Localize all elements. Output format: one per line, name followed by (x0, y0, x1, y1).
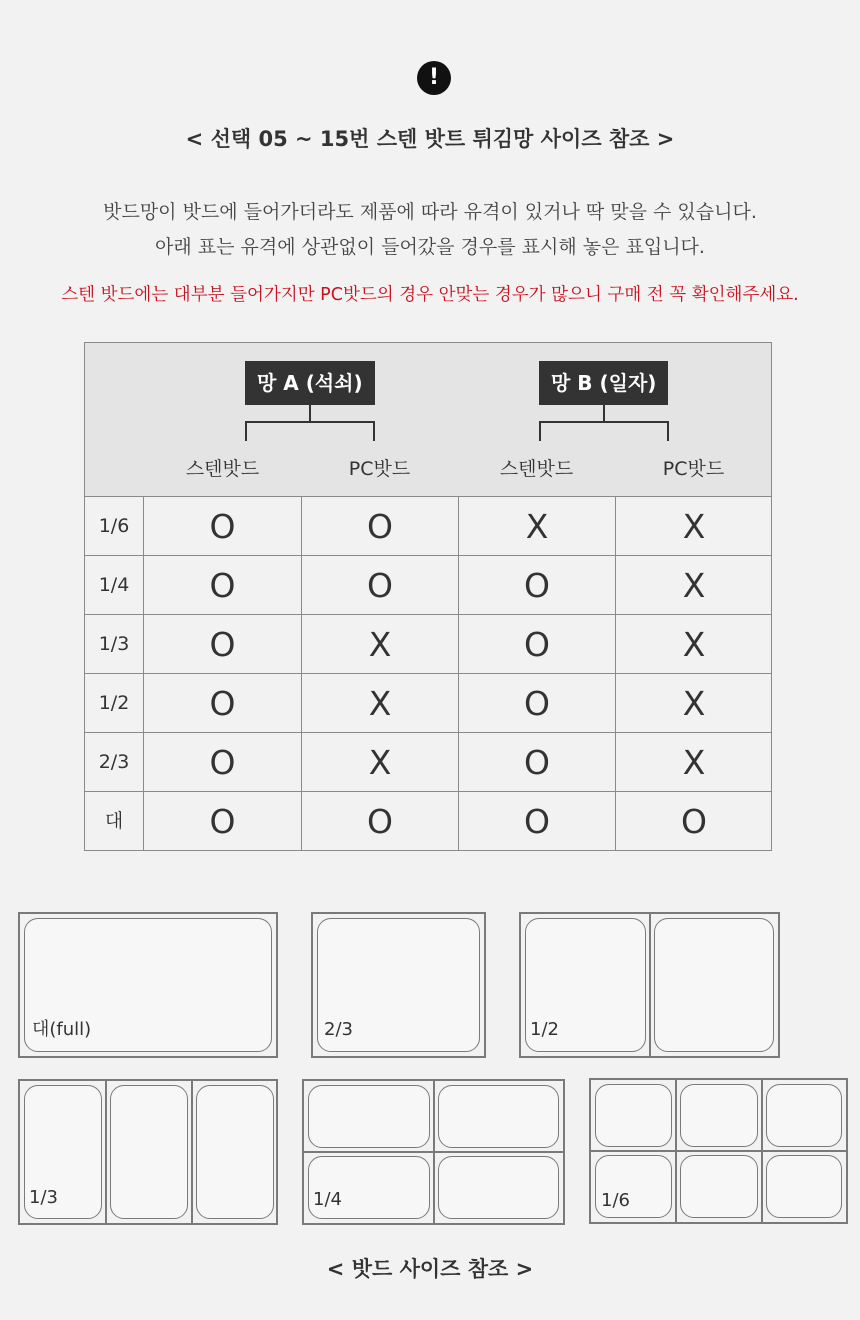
pan-diagram-2-3 (311, 912, 486, 1058)
table-cell: O (301, 792, 458, 851)
table-row (85, 556, 771, 615)
alert-icon: ! (417, 61, 451, 95)
table-cell: X (615, 615, 772, 673)
pan-label: 1/4 (313, 1189, 342, 1210)
table-cell: O (458, 792, 615, 851)
table-cell: X (301, 615, 458, 673)
warning-text: 스텐 밧드에는 대부분 들어가지만 PC밧드의 경우 안맞는 경우가 많으니 구매 전 꼭 확인해주세요. (61, 285, 799, 305)
pan-label: 1/6 (601, 1190, 630, 1211)
row-label: 1/6 (85, 497, 144, 555)
row-label: 1/3 (85, 615, 144, 673)
table-row (85, 674, 771, 733)
pan-cell (654, 918, 774, 1052)
column-header: 스텐밧드 (185, 458, 260, 480)
pan-label: 2/3 (324, 1019, 353, 1040)
pan-divider (304, 1151, 563, 1153)
pan-diagram-full (18, 912, 278, 1058)
table-cell: X (301, 674, 458, 732)
table-cell: X (615, 674, 772, 732)
pan-divider (591, 1150, 846, 1152)
table-cell: O (209, 566, 236, 605)
row-label: 1/4 (85, 556, 144, 614)
pan-cell (680, 1155, 758, 1218)
table-cell: O (458, 733, 615, 791)
table-cell: X (615, 556, 772, 614)
compatibility-table (84, 342, 772, 851)
table-cell: O (209, 507, 236, 546)
row-label: 대 (85, 792, 144, 851)
table-row (85, 733, 771, 792)
table-cell: O (209, 743, 236, 782)
table-cell: X (458, 497, 615, 555)
pan-diagram-1-6 (589, 1078, 848, 1224)
pan-divider (191, 1081, 193, 1223)
row-label: 1/2 (85, 674, 144, 732)
column-header: 스텐밧드 (499, 458, 574, 480)
table-cell: O (458, 615, 615, 673)
pan-cell (438, 1085, 559, 1148)
table-cell: O (458, 556, 615, 614)
pan-cell (766, 1084, 842, 1147)
table-cell: O (209, 684, 236, 723)
pan-diagram-1-3 (18, 1079, 278, 1225)
table-header (85, 343, 771, 497)
table-cell: O (209, 625, 236, 664)
pan-cell (766, 1155, 842, 1218)
table-cell: O (209, 802, 236, 841)
table-cell: X (615, 733, 772, 791)
description-line-1: 밧드망이 밧드에 들어가더라도 제품에 따라 유격이 있거나 딱 맞을 수 있습니다. (103, 201, 757, 223)
table-cell: O (458, 674, 615, 732)
table-cell: X (301, 733, 458, 791)
pan-diagram-1-4 (302, 1079, 565, 1225)
pan-cell (595, 1084, 672, 1147)
row-label: 2/3 (85, 733, 144, 791)
column-header: PC밧드 (348, 458, 411, 480)
table-row (85, 792, 771, 851)
pan-divider (105, 1081, 107, 1223)
pan-cell (680, 1084, 758, 1147)
table-cell: O (615, 792, 772, 851)
table-cell: O (301, 556, 458, 614)
description-line-2: 아래 표는 유격에 상관없이 들어갔을 경우를 표시해 놓은 표입니다. (155, 236, 705, 258)
net-a-bracket (245, 405, 375, 441)
pan-cell (196, 1085, 274, 1219)
pan-diagram-1-2 (519, 912, 780, 1058)
pan-label: 1/2 (530, 1019, 559, 1040)
page-title: < 선택 05 ~ 15번 스텐 밧트 튀김망 사이즈 참조 > (185, 127, 675, 151)
table-cell: O (301, 497, 458, 555)
pan-cell (110, 1085, 188, 1219)
pan-divider (649, 914, 651, 1056)
net-b-bracket (539, 405, 669, 441)
table-row (85, 497, 771, 556)
net-b-label: 망 B (일자) (539, 361, 668, 405)
footer-caption: < 밧드 사이즈 참조 > (326, 1257, 534, 1281)
net-a-label: 망 A (석쇠) (245, 361, 375, 405)
pan-label: 1/3 (29, 1187, 58, 1208)
column-header: PC밧드 (662, 458, 725, 480)
table-row (85, 615, 771, 674)
pan-cell (308, 1085, 430, 1148)
pan-label: 대(full) (32, 1019, 92, 1040)
pan-cell (438, 1156, 559, 1219)
table-cell: X (615, 497, 772, 555)
